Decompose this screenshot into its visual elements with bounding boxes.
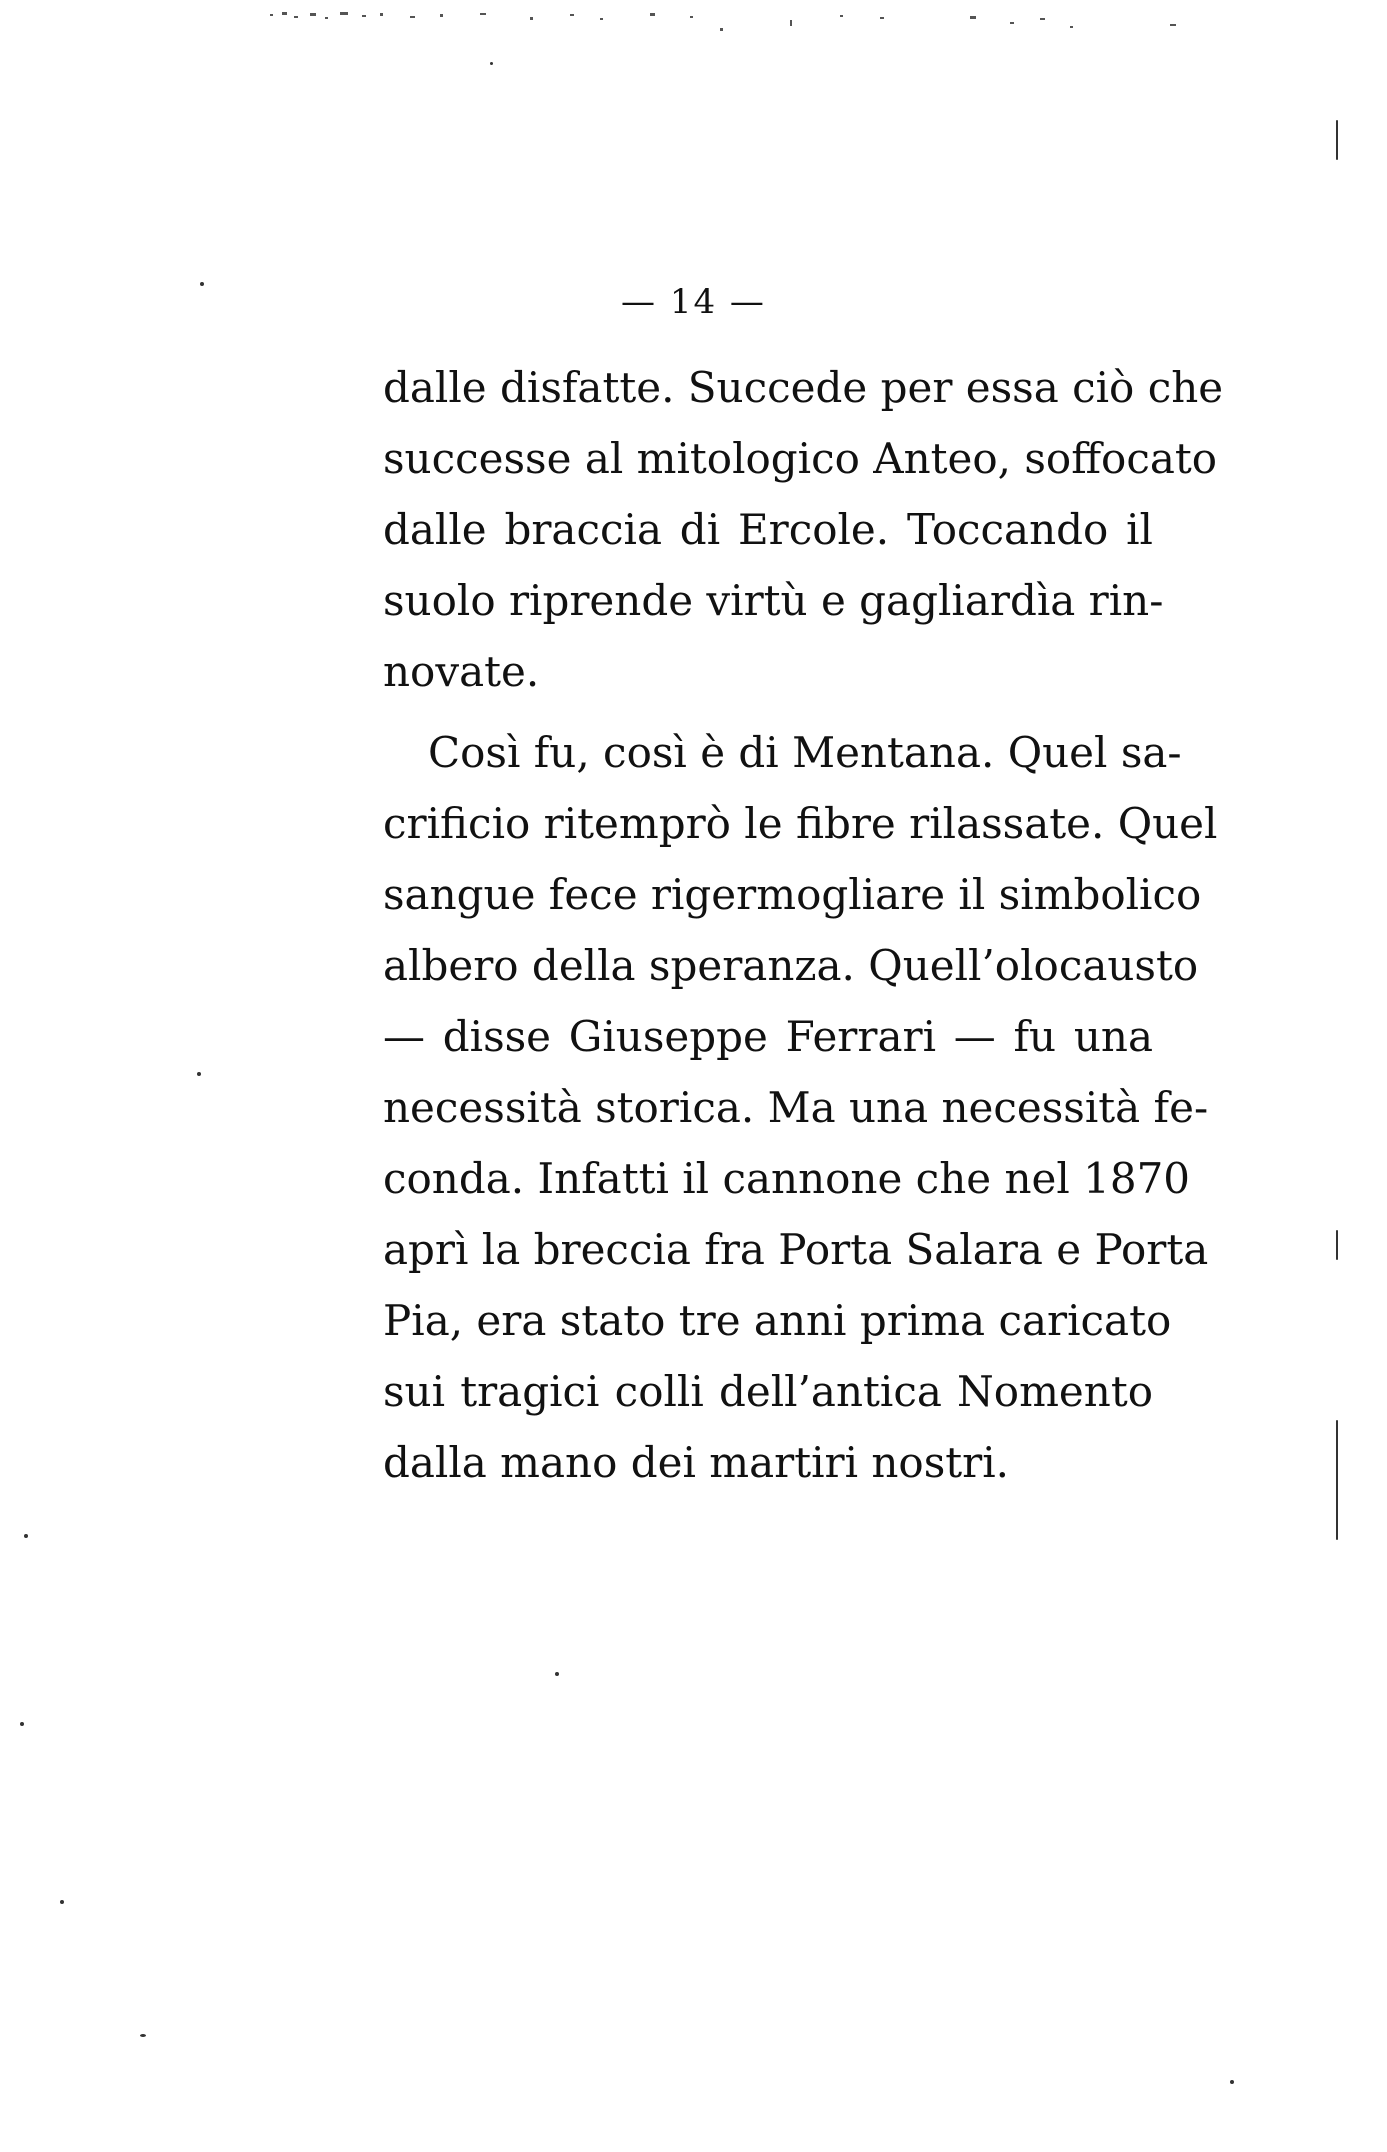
text-line: sui tragici colli dell’antica Nomento: [383, 1367, 1153, 1416]
text-line: dalle braccia di Ercole. Toccando il: [383, 505, 1153, 554]
text-line: albero della speranza. Quell’olocausto: [383, 941, 1199, 990]
scan-speck: [20, 1722, 24, 1726]
scan-speck: [555, 1672, 559, 1676]
text-line: conda. Infatti il cannone che nel 1870: [383, 1154, 1191, 1203]
scan-speck: [60, 1900, 64, 1904]
scan-noise: [270, 8, 1290, 48]
text-line: aprì la breccia fra Porta Salara e Porta: [383, 1225, 1209, 1274]
paragraph-gap: [383, 707, 1153, 717]
scan-speck: [1336, 1420, 1338, 1540]
text-line: suolo riprende virtù e gagliardìa rin-: [383, 576, 1164, 625]
text-line: dalle disfatte. Succede per essa ciò che: [383, 363, 1224, 412]
text-line: necessità storica. Ma una necessità fe-: [383, 1083, 1209, 1132]
text-line: sangue fece rigermogliare il simbolico: [383, 870, 1202, 919]
scan-speck: [140, 2034, 146, 2037]
text-line: — disse Giuseppe Ferrari — fu una: [383, 1012, 1153, 1061]
scan-speck: [197, 1072, 201, 1076]
page-number: — 14 —: [621, 282, 766, 322]
scan-speck: [200, 282, 204, 286]
text-line: Così fu, così è di Mentana. Quel sa-: [428, 728, 1182, 777]
scan-speck: [1230, 2080, 1234, 2084]
scan-speck: [1336, 120, 1338, 160]
body-text: [383, 352, 1224, 1498]
text-line: successe al mitologico Anteo, soffocato: [383, 434, 1218, 483]
paragraph: [383, 352, 1224, 707]
text-line: Pia, era stato tre anni prima caricato: [383, 1296, 1172, 1345]
paragraph: [383, 717, 1218, 1498]
text-line: dalla mano dei martiri nostri.: [383, 1438, 1010, 1487]
scan-speck: [1336, 1230, 1338, 1260]
scan-speck: [24, 1534, 28, 1538]
text-line: crificio ritemprò le fibre rilassate. Quel: [383, 799, 1218, 848]
scan-speck: [490, 62, 493, 65]
text-line: novate.: [383, 647, 540, 696]
